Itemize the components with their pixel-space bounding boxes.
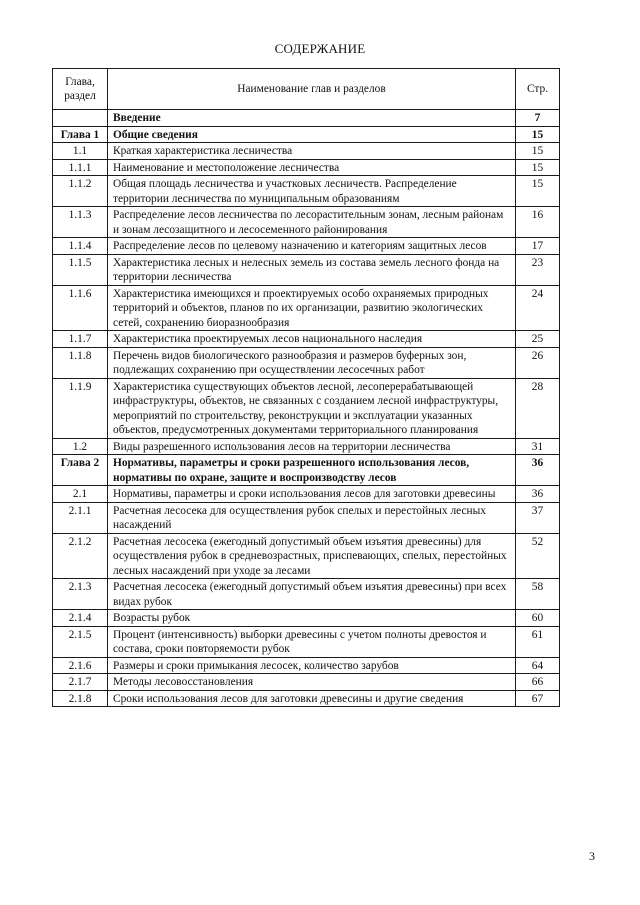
toc-row (53, 579, 560, 610)
toc-row (53, 331, 560, 348)
toc-row (53, 690, 560, 707)
toc-entry-number: 2.1.8 (53, 690, 108, 707)
toc-row (53, 143, 560, 160)
toc-entry-number: 1.1.6 (53, 285, 108, 331)
toc-entry-page: 64 (516, 657, 560, 674)
toc-entry-page: 36 (516, 455, 560, 486)
toc-row (53, 455, 560, 486)
toc-entry-page: 61 (516, 626, 560, 657)
toc-entry-title: Распределение лесов лесничества по лесорастительным зонам, лесным районам и зонам лесозащитного и лесосеменного районирования (108, 207, 516, 238)
toc-entry-number: 1.1.9 (53, 378, 108, 438)
toc-entry-number: 1.1 (53, 143, 108, 160)
toc-row (53, 207, 560, 238)
toc-entry-title: Общие сведения (108, 126, 516, 143)
toc-entry-number: 2.1.7 (53, 674, 108, 691)
page-number: 3 (589, 849, 595, 863)
toc-row (53, 486, 560, 503)
column-header-chapter: Глава, раздел (53, 69, 108, 110)
toc-entry-number: 2.1.4 (53, 610, 108, 627)
toc-row (53, 626, 560, 657)
toc-entry-number: 1.1.5 (53, 254, 108, 285)
toc-entry-page: 7 (516, 110, 560, 127)
toc-header-row (53, 69, 560, 110)
toc-row (53, 533, 560, 579)
toc-entry-title: Возрасты рубок (108, 610, 516, 627)
toc-entry-title: Наименование и местоположение лесничества (108, 159, 516, 176)
toc-row (53, 378, 560, 438)
toc-entry-title: Процент (интенсивность) выборки древесины с учетом полноты древостоя и состава, сроки повторяемости рубок (108, 626, 516, 657)
toc-row (53, 110, 560, 127)
toc-entry-page: 66 (516, 674, 560, 691)
toc-entry-number: 1.2 (53, 438, 108, 455)
toc-entry-title: Характеристика имеющихся и проектируемых особо охраняемых природных территорий и объектов, планов по их организации, развитию экологических сетей, сохранению биоразнообразия (108, 285, 516, 331)
toc-entry-page: 67 (516, 690, 560, 707)
toc-entry-page: 17 (516, 238, 560, 255)
toc-entry-page: 15 (516, 126, 560, 143)
toc-entry-number: 2.1.6 (53, 657, 108, 674)
toc-entry-number: 1.1.3 (53, 207, 108, 238)
toc-entry-number: 2.1.1 (53, 502, 108, 533)
toc-entry-number: 1.1.2 (53, 176, 108, 207)
toc-row (53, 502, 560, 533)
toc-row (53, 176, 560, 207)
toc-row (53, 674, 560, 691)
toc-entry-page: 60 (516, 610, 560, 627)
toc-row (53, 657, 560, 674)
toc-body (53, 110, 560, 707)
toc-row (53, 285, 560, 331)
toc-entry-number: 1.1.4 (53, 238, 108, 255)
toc-entry-page: 37 (516, 502, 560, 533)
toc-entry-page: 25 (516, 331, 560, 348)
toc-entry-page: 31 (516, 438, 560, 455)
toc-entry-number: 2.1.3 (53, 579, 108, 610)
toc-entry-page: 28 (516, 378, 560, 438)
toc-entry-page: 24 (516, 285, 560, 331)
toc-entry-page: 15 (516, 143, 560, 160)
toc-entry-number (53, 110, 108, 127)
toc-entry-page: 26 (516, 347, 560, 378)
toc-entry-number: 1.1.7 (53, 331, 108, 348)
toc-row (53, 610, 560, 627)
toc-entry-page: 16 (516, 207, 560, 238)
toc-entry-title: Расчетная лесосека (ежегодный допустимый объем изъятия древесины) при всех видах рубок (108, 579, 516, 610)
toc-entry-title: Введение (108, 110, 516, 127)
toc-entry-title: Методы лесовосстановления (108, 674, 516, 691)
toc-entry-page: 58 (516, 579, 560, 610)
toc-entry-number: 1.1.1 (53, 159, 108, 176)
page-title: СОДЕРЖАНИЕ (274, 41, 366, 56)
toc-entry-title: Виды разрешенного использования лесов на территории лесничества (108, 438, 516, 455)
column-header-name: Наименование глав и разделов (108, 69, 516, 110)
toc-entry-title: Размеры и сроки примыкания лесосек, количество зарубов (108, 657, 516, 674)
toc-entry-number: 2.1.2 (53, 533, 108, 579)
toc-entry-title: Нормативы, параметры и сроки разрешенного использования лесов, нормативы по охране, защите и воспроизводству лесов (108, 455, 516, 486)
toc-entry-number: 1.1.8 (53, 347, 108, 378)
toc-row (53, 347, 560, 378)
toc-entry-number: Глава 2 (53, 455, 108, 486)
toc-entry-title: Расчетная лесосека (ежегодный допустимый объем изъятия древесины) для осуществления рубок в средневозрастных, приспевающих, спелых, перестойных лесных насаждений при уходе за лесами (108, 533, 516, 579)
toc-entry-title: Краткая характеристика лесничества (108, 143, 516, 160)
toc-entry-page: 23 (516, 254, 560, 285)
toc-row (53, 438, 560, 455)
toc-row (53, 238, 560, 255)
toc-entry-title: Общая площадь лесничества и участковых лесничеств. Распределение территории лесничества по муниципальным образованиям (108, 176, 516, 207)
toc-row (53, 126, 560, 143)
toc-entry-title: Распределение лесов по целевому назначению и категориям защитных лесов (108, 238, 516, 255)
toc-row (53, 159, 560, 176)
toc-entry-number: Глава 1 (53, 126, 108, 143)
toc-entry-title: Характеристика существующих объектов лесной, лесоперерабатывающей инфраструктуры, объектов, не связанных с созданием лесной инфраструктуры, мероприятий по строительству, реконструкции и эксплуатации указанных объектов, предусмотренных документами территориального планирования (108, 378, 516, 438)
toc-entry-page: 52 (516, 533, 560, 579)
toc-entry-title: Перечень видов биологического разнообразия и размеров буферных зон, подлежащих сохранению при осуществлении лесосечных работ (108, 347, 516, 378)
toc-entry-title: Нормативы, параметры и сроки использования лесов для заготовки древесины (108, 486, 516, 503)
toc-entry-page: 36 (516, 486, 560, 503)
toc-table (52, 68, 560, 707)
column-header-page: Стр. (516, 69, 560, 110)
toc-entry-title: Характеристика проектируемых лесов национального наследия (108, 331, 516, 348)
toc-entry-title: Сроки использования лесов для заготовки древесины и другие сведения (108, 690, 516, 707)
toc-entry-page: 15 (516, 159, 560, 176)
toc-entry-number: 2.1 (53, 486, 108, 503)
toc-row (53, 254, 560, 285)
toc-entry-title: Расчетная лесосека для осуществления рубок спелых и перестойных лесных насаждений (108, 502, 516, 533)
toc-entry-number: 2.1.5 (53, 626, 108, 657)
toc-entry-page: 15 (516, 176, 560, 207)
toc-entry-title: Характеристика лесных и нелесных земель из состава земель лесного фонда на территории лесничества (108, 254, 516, 285)
